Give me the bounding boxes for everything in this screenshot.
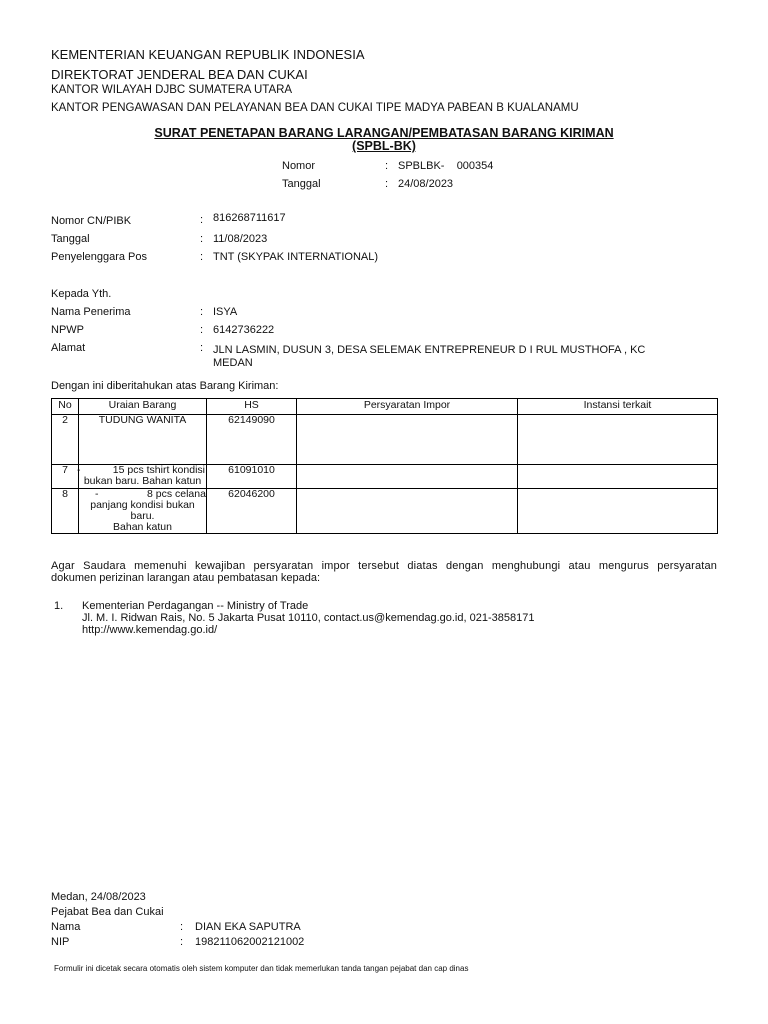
row-description-line: panjang kondisi bukan baru. [90,499,195,522]
tanggal-value: 24/08/2023 [398,178,454,190]
address-line-2: MEDAN [213,357,253,369]
postal-operator-value: TNT (SKYPAK INTERNATIONAL) [213,251,379,263]
row-no: 2 [52,415,79,465]
table-row [52,489,718,534]
colon: : [200,342,204,354]
col-header-requirements: Persyaratan Impor [297,399,518,415]
agency-name: Kementerian Perdagangan -- Ministry of Trade [82,600,309,612]
footer-note: Formulir ini dicetak secara otomatis oleh sistem komputer dan tidak memerlukan tanda tangan pejabat dan cap dinas [54,964,469,973]
row-description [79,489,207,534]
nomor-value: SPBLBK- 000354 [398,160,494,172]
agency-number: 1. [54,600,64,612]
agency-address: Jl. M. I. Ridwan Rais, No. 5 Jakarta Pusat 10110, contact.us@kemendag.go.id, 021-3858171 [82,612,535,624]
notice-line-1: Agar Saudara memenuhi kewajiban persyaratan impor tersebut diatas dengan menghubungi atau mengurus persyaratan [51,560,717,572]
col-header-no: No [52,399,79,415]
nip-label: NIP [51,936,70,948]
address-label: Alamat [51,342,86,354]
recipient-name-label: Nama Penerima [51,306,131,318]
cn-value: 816268711617 [213,212,286,224]
row-description-line: bukan baru. Bahan katun [83,475,202,487]
row-agency [518,465,718,489]
document-title-abbrev: (SPBL-BK) [352,139,416,153]
regional-office: KANTOR WILAYAH DJBC SUMATERA UTARA [51,84,293,96]
row-description-dash: - [95,488,99,500]
row-no: 7 [52,465,79,489]
table-header-row [52,399,718,415]
postal-operator-label: Penyelenggara Pos [51,251,148,263]
row-hs: 62149090 [207,415,297,465]
colon: : [385,160,389,172]
row-description: TUDUNG WANITA [79,415,207,465]
row-requirements [297,415,518,465]
officer-name-label: Nama [51,921,81,933]
document-title: SURAT PENETAPAN BARANG LARANGAN/PEMBATASAN BARANG KIRIMAN [154,126,614,140]
nip-value: 198211062002121002 [195,936,305,948]
colon: : [180,936,184,948]
colon: : [200,306,204,318]
table-row [52,465,718,489]
row-no: 8 [52,489,79,534]
row-description-line: 8 pcs celana [147,488,206,500]
notice-line-2: dokumen perizinan larangan atau pembatasan kepada: [51,572,321,584]
col-header-hs: HS [207,399,297,415]
tanggal-label: Tanggal [282,178,321,190]
colon: : [200,233,204,245]
colon: : [385,178,389,190]
row-requirements [297,489,518,534]
addressee-label: Kepada Yth. [51,288,112,300]
row-hs: 62046200 [207,489,297,534]
cn-label: Nomor CN/PIBK [51,215,132,227]
ministry-name: KEMENTERIAN KEUANGAN REPUBLIK INDONESIA [51,47,365,62]
colon: : [200,251,204,263]
colon: : [200,324,204,336]
officer-name-value: DIAN EKA SAPUTRA [195,921,301,933]
signature-place-date: Medan, 24/08/2023 [51,891,146,903]
colon: : [180,921,184,933]
col-header-description: Uraian Barang [79,399,207,415]
shipment-date-label: Tanggal [51,233,90,245]
table-row [52,415,718,465]
row-hs: 61091010 [207,465,297,489]
shipment-date-value: 11/08/2023 [213,233,268,245]
row-agency [518,489,718,534]
npwp-label: NPWP [51,324,84,336]
recipient-name-value: ISYA [213,306,238,318]
directorate-name: DIREKTORAT JENDERAL BEA DAN CUKAI [51,67,308,82]
goods-table [51,398,718,534]
row-agency [518,415,718,465]
address-line-1: JLN LASMIN, DUSUN 3, DESA SELEMAK ENTREPRENEUR D I RUL MUSTHOFA , KC [213,344,646,356]
row-requirements [297,465,518,489]
agency-website[interactable]: http://www.kemendag.go.id/ [82,624,218,636]
goods-intro: Dengan ini diberitahukan atas Barang Kiriman: [51,380,279,392]
signature-role: Pejabat Bea dan Cukai [51,906,164,918]
row-description-dash: - [77,464,81,476]
row-description [79,465,207,489]
row-description-line: 15 pcs tshirt kondisi [112,464,205,476]
nomor-label: Nomor [282,160,316,172]
row-description-line: Bahan katun [113,521,172,533]
customs-office: KANTOR PENGAWASAN DAN PELAYANAN BEA DAN CUKAI TIPE MADYA PABEAN B KUALANAMU [51,102,579,114]
col-header-agency: Instansi terkait [518,399,718,415]
colon: : [200,214,204,226]
npwp-value: 6142736222 [213,324,275,336]
